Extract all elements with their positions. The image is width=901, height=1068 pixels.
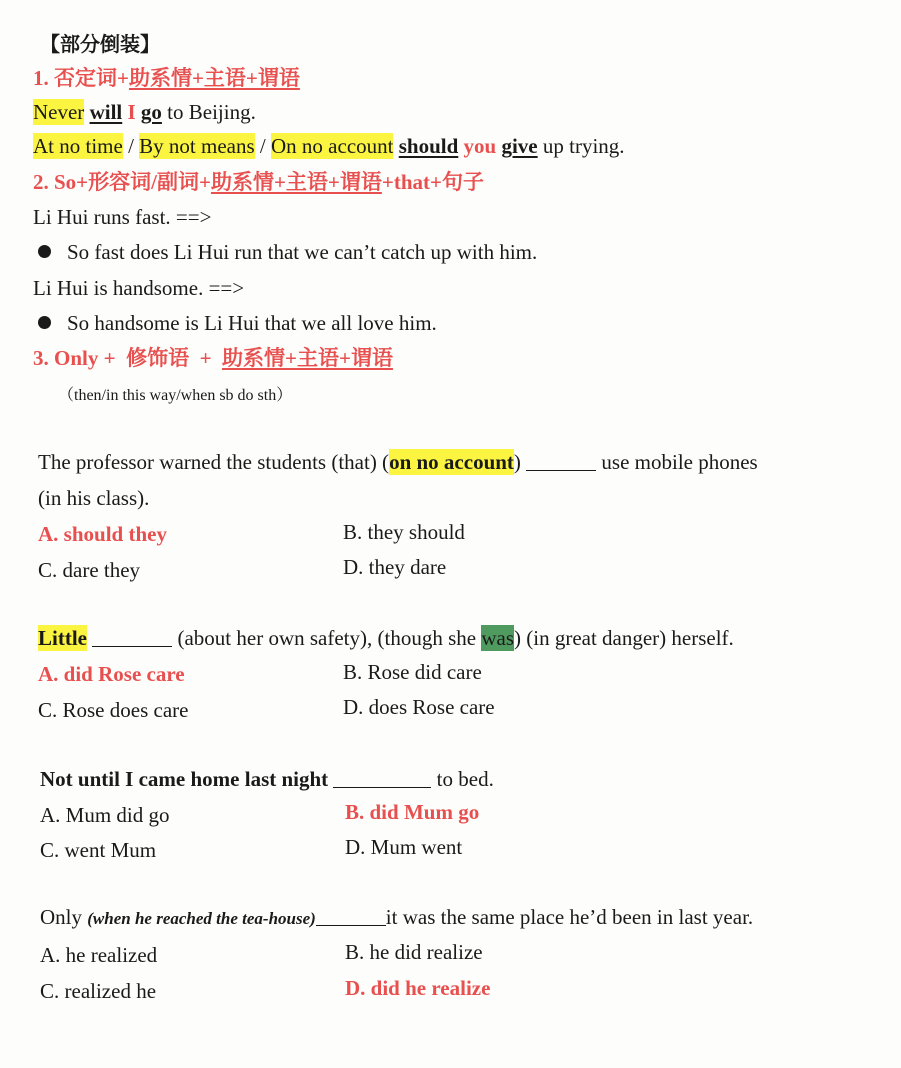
section-title: 【部分倒装】 [40,32,160,56]
question-1-text-3: use mobile phones [596,450,758,474]
question-1-option-d: D. they dare [343,555,447,579]
question-4-option-d: D. did he realize [345,976,491,1000]
example-2-phrase-1: At no time [33,134,123,158]
example-2-phrase-2: By not means [139,134,255,158]
example-2-should: should [398,134,459,158]
question-2-text-3: ) (in great danger) herself. [514,626,734,650]
question-2-was: was [481,626,514,650]
question-2-option-b: B. Rose did care [343,660,482,684]
example-4-text: So fast does Li Hui run that we can’t catch up with him. [67,240,538,264]
question-3-blank [333,769,431,788]
question-1-option-c: C. dare they [38,558,141,582]
example-3: Li Hui runs fast. ==> [33,205,212,229]
question-4-blank [316,907,386,926]
rule-3-note: （then/in this way/when sb do sth） [58,387,293,404]
example-2-phrase-3: On no account [271,134,394,158]
rule-3-number: 3. [33,346,49,370]
question-4-text-1: Only [40,905,88,929]
question-2-option-a: A. did Rose care [38,662,185,686]
rule-1-part-b: 助系情+主语+谓语 [128,66,300,90]
question-3-option-b: B. did Mum go [345,800,480,824]
question-1-stem-cont: (in his class). [38,486,150,510]
question-2-little: Little [38,626,87,650]
question-1-blank [526,452,596,471]
rule-3 [33,344,393,372]
question-1-highlight: on no account [389,450,514,474]
example-2 [33,132,625,160]
example-2-subject: you [463,134,497,158]
question-1-stem [38,448,758,476]
rule-1-number: 1. [33,66,49,90]
example-1-rest: to Beijing. [161,100,256,124]
rule-3-part-a: Only + 修饰语 + [54,346,223,370]
question-2-option-d: D. does Rose care [343,695,495,719]
question-3-option-d: D. Mum went [345,835,463,859]
question-2-option-c: C. Rose does care [38,698,189,722]
question-4-stem [40,903,753,933]
question-3-text-2: to bed. [431,767,494,791]
example-2-give: give [501,134,538,158]
example-5: Li Hui is handsome. ==> [33,276,245,300]
question-1-option-b: B. they should [343,520,465,544]
question-4-italic: (when he reached the tea-house) [87,909,316,928]
rule-2-part-a: So+形容词/副词+ [54,170,211,194]
question-3-stem [40,765,494,793]
question-2-text-2: (about her own safety), (though she [172,626,482,650]
bullet-icon [38,316,51,329]
question-1-option-a: A. should they [38,522,167,546]
question-1-text-1: The professor warned the students (that) ( [38,450,390,474]
rule-2-number: 2. [33,170,49,194]
rule-1 [33,64,300,92]
question-4-option-a: A. he realized [40,943,158,967]
example-4 [38,238,537,266]
question-4-option-b: B. he did realize [345,940,483,964]
example-6 [38,309,437,337]
rule-2-part-b: 助系情+主语+谓语 [210,170,382,194]
example-1 [33,98,256,126]
example-2-rest: up trying. [537,134,625,158]
rule-1-part-a: 否定词+ [54,66,129,90]
example-1-never: Never [33,100,85,124]
question-2-stem [38,624,734,652]
question-4-text-2: it was the same place he’d been in last year. [385,905,754,929]
rule-2 [33,168,484,196]
bullet-icon [38,245,51,258]
question-1-text-2: ) [513,450,521,474]
rule-2-part-c: +that+句子 [381,170,484,194]
question-4-option-c: C. realized he [40,979,157,1003]
example-1-will: will [89,100,123,124]
question-3-text-1: Not until I came home last night [40,767,329,791]
example-6-text: So handsome is Li Hui that we all love him. [67,311,437,335]
question-2-blank [92,628,172,647]
example-2-sep-1: / [122,134,140,158]
example-2-sep-2: / [254,134,272,158]
example-1-go: go [140,100,162,124]
question-3-option-c: C. went Mum [40,838,157,862]
example-1-subject: I [127,100,136,124]
question-3-option-a: A. Mum did go [40,803,170,827]
rule-3-part-b: 助系情+主语+谓语 [222,346,393,370]
